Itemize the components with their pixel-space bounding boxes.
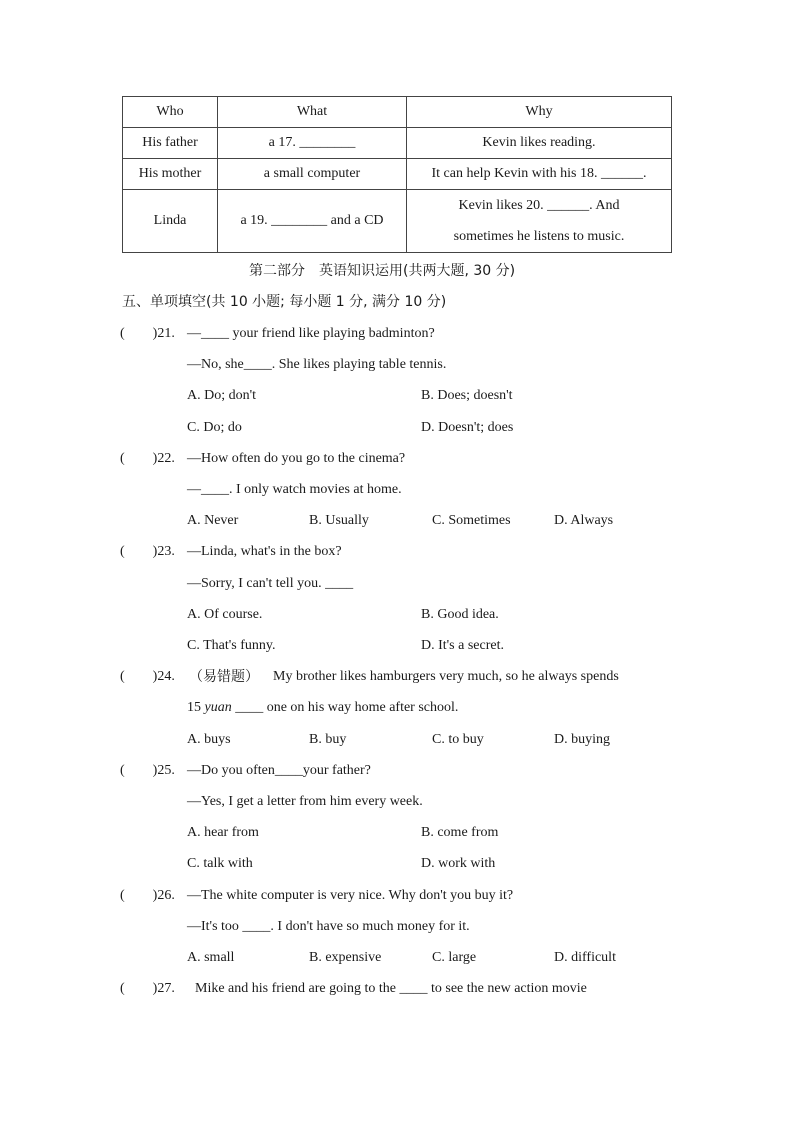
option-d[interactable]: D. Doesn't; does (421, 420, 514, 435)
question-reply: —Sorry, I can't tell you. ____ (187, 576, 354, 591)
question-reply (187, 700, 458, 716)
error-prone-tag: （易错题） (189, 669, 259, 685)
cell-who: Linda (123, 190, 218, 253)
cell-who: His father (123, 128, 218, 159)
question-stem: —Do you often____your father? (187, 763, 371, 778)
reply-rest: ____ one on his way home after school. (231, 700, 459, 715)
reply-italic: yuan (204, 700, 232, 715)
option-a[interactable]: A. small (187, 950, 235, 965)
question-number: ( )27. (120, 981, 175, 996)
question-reply: —____. I only watch movies at home. (187, 482, 402, 497)
table-header-row (123, 97, 672, 128)
question-number: ( )21. (120, 326, 175, 341)
part-title: 第二部分 英语知识运用(共两大题, 30 分) (249, 263, 516, 279)
cell-why: It can help Kevin with his 18. ______. (407, 159, 672, 190)
option-c[interactable]: C. Do; do (187, 420, 242, 435)
option-d[interactable]: D. work with (421, 856, 496, 871)
option-a[interactable]: A. Never (187, 513, 239, 528)
header-why: Why (407, 97, 672, 128)
question-number: ( )23. (120, 544, 175, 559)
option-d[interactable]: D. buying (554, 732, 610, 747)
option-b[interactable]: B. Good idea. (421, 607, 499, 622)
option-a[interactable]: A. buys (187, 732, 231, 747)
question-number: ( )22. (120, 451, 175, 466)
table-row (123, 159, 672, 190)
option-c[interactable]: C. That's funny. (187, 638, 276, 653)
option-c[interactable]: C. large (432, 950, 477, 965)
table-row (123, 190, 672, 253)
cell-why-line: sometimes he listens to music. (453, 229, 625, 244)
header-who: Who (123, 97, 218, 128)
cell-what: a 19. ________ and a CD (218, 190, 407, 253)
cell-what: a small computer (218, 159, 407, 190)
option-a[interactable]: A. hear from (187, 825, 259, 840)
question-reply: —Yes, I get a letter from him every week. (187, 794, 423, 809)
question-stem: —How often do you go to the cinema? (187, 451, 406, 466)
option-b[interactable]: B. expensive (309, 950, 382, 965)
cell-why (407, 190, 672, 253)
option-d[interactable]: D. Always (554, 513, 614, 528)
cell-why-line: Kevin likes 20. ______. And (458, 198, 620, 213)
header-what: What (218, 97, 407, 128)
question-stem: My brother likes hamburgers very much, so he always spends (273, 669, 619, 684)
option-c[interactable]: C. talk with (187, 856, 253, 871)
cell-why: Kevin likes reading. (407, 128, 672, 159)
cell-who: His mother (123, 159, 218, 190)
question-number: ( )24. (120, 669, 175, 684)
cell-what: a 17. ________ (218, 128, 407, 159)
question-stem: —The white computer is very nice. Why don't you buy it? (187, 888, 514, 903)
question-number: ( )26. (120, 888, 175, 903)
table-row (123, 128, 672, 159)
option-b[interactable]: B. buy (309, 732, 347, 747)
question-reply: —It's too ____. I don't have so much money for it. (187, 919, 470, 934)
option-b[interactable]: B. Usually (309, 513, 369, 528)
question-stem: —Linda, what's in the box? (187, 544, 342, 559)
option-c[interactable]: C. Sometimes (432, 513, 511, 528)
section-title: 五、单项填空(共 10 小题; 每小题 1 分, 满分 10 分) (122, 294, 447, 310)
option-b[interactable]: B. come from (421, 825, 499, 840)
option-d[interactable]: D. difficult (554, 950, 616, 965)
question-stem: Mike and his friend are going to the ____ to see the new action movie (195, 981, 587, 996)
info-table (122, 96, 672, 253)
question-stem: —____ your friend like playing badminton? (187, 326, 435, 341)
option-d[interactable]: D. It's a secret. (421, 638, 504, 653)
option-a[interactable]: A. Of course. (187, 607, 263, 622)
option-c[interactable]: C. to buy (432, 732, 484, 747)
question-number: ( )25. (120, 763, 175, 778)
option-a[interactable]: A. Do; don't (187, 388, 257, 403)
question-reply: —No, she____. She likes playing table tennis. (187, 357, 447, 372)
reply-prefix: 15 (187, 700, 205, 715)
option-b[interactable]: B. Does; doesn't (421, 388, 513, 403)
